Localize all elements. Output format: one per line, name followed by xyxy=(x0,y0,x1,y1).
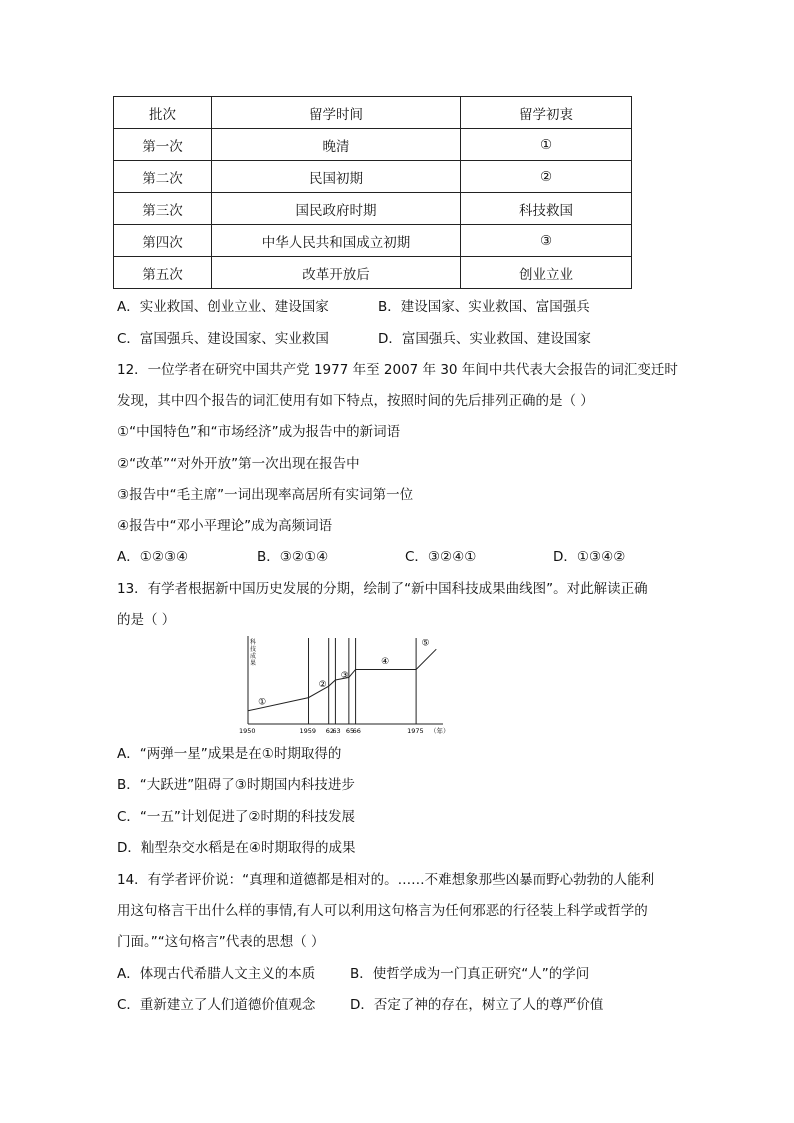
q12-option-b: B．③②①④ xyxy=(257,549,329,565)
q14-stem-line1: 14．有学者评价说：“真理和道德都是相对的。……不难想象那些凶暴而野心勃勃的人能利 xyxy=(117,872,655,888)
y-axis-label-char: 成 xyxy=(250,653,257,660)
table-cell: 民国初期 xyxy=(212,161,461,193)
science-achievement-chart xyxy=(238,632,458,740)
table-header-cell: 留学时间 xyxy=(212,97,461,129)
q13-option-d: D．籼型杂交水稻是在④时期取得的成果 xyxy=(117,840,356,856)
table-row xyxy=(114,225,632,257)
q13-option-a: A．“两弹一星”成果是在①时期取得的 xyxy=(117,746,342,762)
q11-option-a: A．实业救国、创业立业、建设国家 xyxy=(117,299,329,315)
table-header-row xyxy=(114,97,632,129)
period-labels xyxy=(258,639,429,708)
y-axis-label-char: 科 xyxy=(250,639,257,646)
table-row xyxy=(114,161,632,193)
x-tick-label: 62 xyxy=(325,727,334,735)
q14-option-b: B．使哲学成为一门真正研究“人”的学问 xyxy=(350,966,590,982)
x-tick-label: 1950 xyxy=(239,727,256,735)
table-cell: 科技救国 xyxy=(461,193,632,225)
x-tick-label: 65 xyxy=(345,727,355,735)
table-header-cell: 留学初衷 xyxy=(461,97,632,129)
table-cell: ① xyxy=(461,129,632,161)
q12-option-c: C．③②④① xyxy=(405,549,477,565)
q14-option-d: D．否定了神的存在，树立了人的尊严价值 xyxy=(350,997,604,1013)
study-abroad-table xyxy=(113,96,632,289)
q13-stem-line2: 的是（ ） xyxy=(117,612,176,628)
table-row xyxy=(114,257,632,289)
q11-option-c: C．富国强兵、建设国家、实业救国 xyxy=(117,331,329,347)
q14-option-a: A．体现古代希腊人文主义的本质 xyxy=(117,966,316,982)
y-axis-label xyxy=(250,638,256,667)
x-axis-unit: （年） xyxy=(430,727,450,735)
y-axis-label-char: 技 xyxy=(250,646,257,653)
x-tick-label: 1975 xyxy=(407,727,424,735)
q12-item-1: ①“中国特色”和“市场经济”成为报告中的新词语 xyxy=(117,424,401,440)
x-tick-label: 63 xyxy=(332,727,341,735)
table-row xyxy=(114,129,632,161)
period-label: ⑤ xyxy=(421,638,430,649)
q12-item-4: ④报告中“邓小平理论”成为高频词语 xyxy=(117,518,333,534)
q13-stem-line1: 13．有学者根据新中国历史发展的分期，绘制了“新中国科技成果曲线图”。对此解读正确 xyxy=(117,581,648,597)
table-cell: 第四次 xyxy=(114,225,212,257)
x-tick-labels xyxy=(239,727,424,735)
y-axis-label-char: 果 xyxy=(250,660,257,667)
table-cell: 晚清 xyxy=(212,129,461,161)
period-label: ④ xyxy=(381,657,390,668)
table-row xyxy=(114,193,632,225)
table-header-cell: 批次 xyxy=(114,97,212,129)
q14-stem-line3: 门面。”“这句格言”代表的思想（ ） xyxy=(117,934,325,950)
period-label: ③ xyxy=(340,671,349,682)
period-label: ① xyxy=(258,697,267,708)
q11-option-b: B．建设国家、实业救国、富国强兵 xyxy=(378,299,590,315)
table-cell: 第二次 xyxy=(114,161,212,193)
q12-option-d: D．①③④② xyxy=(553,549,626,565)
x-tick-label: 66 xyxy=(352,727,361,735)
table-cell: 第三次 xyxy=(114,193,212,225)
table-cell: ② xyxy=(461,161,632,193)
period-label: ② xyxy=(318,680,327,691)
table-cell: 改革开放后 xyxy=(212,257,461,289)
q12-stem-line2: 发现，其中四个报告的词汇使用有如下特点，按照时间的先后排列正确的是（ ） xyxy=(117,393,594,409)
q14-option-c: C．重新建立了人们道德价值观念 xyxy=(117,997,316,1013)
table-cell: 第五次 xyxy=(114,257,212,289)
x-tick-label: 1959 xyxy=(299,727,317,735)
q12-option-a: A．①②③④ xyxy=(117,549,189,565)
q11-option-d: D．富国强兵、实业救国、建设国家 xyxy=(378,331,591,347)
table-cell: 国民政府时期 xyxy=(212,193,461,225)
q14-stem-line2: 用这句格言干出什么样的事情,有人可以利用这句格言为任何邪恶的行径装上科学或哲学的 xyxy=(117,903,648,919)
table-cell: 创业立业 xyxy=(461,257,632,289)
table-cell: ③ xyxy=(461,225,632,257)
table-cell: 中华人民共和国成立初期 xyxy=(212,225,461,257)
q13-option-b: B．“大跃进”阻碍了③时期国内科技进步 xyxy=(117,777,355,793)
table-cell: 第一次 xyxy=(114,129,212,161)
q12-stem-line1: 12．一位学者在研究中国共产党 1977 年至 2007 年 30 年间中共代表大会报告的词汇变迁时 xyxy=(117,362,678,378)
q12-item-2: ②“改革”“对外开放”第一次出现在报告中 xyxy=(117,456,360,472)
q13-option-c: C．“一五”计划促进了②时期的科技发展 xyxy=(117,809,356,825)
q12-item-3: ③报告中“毛主席”一词出现率高居所有实词第一位 xyxy=(117,487,414,503)
